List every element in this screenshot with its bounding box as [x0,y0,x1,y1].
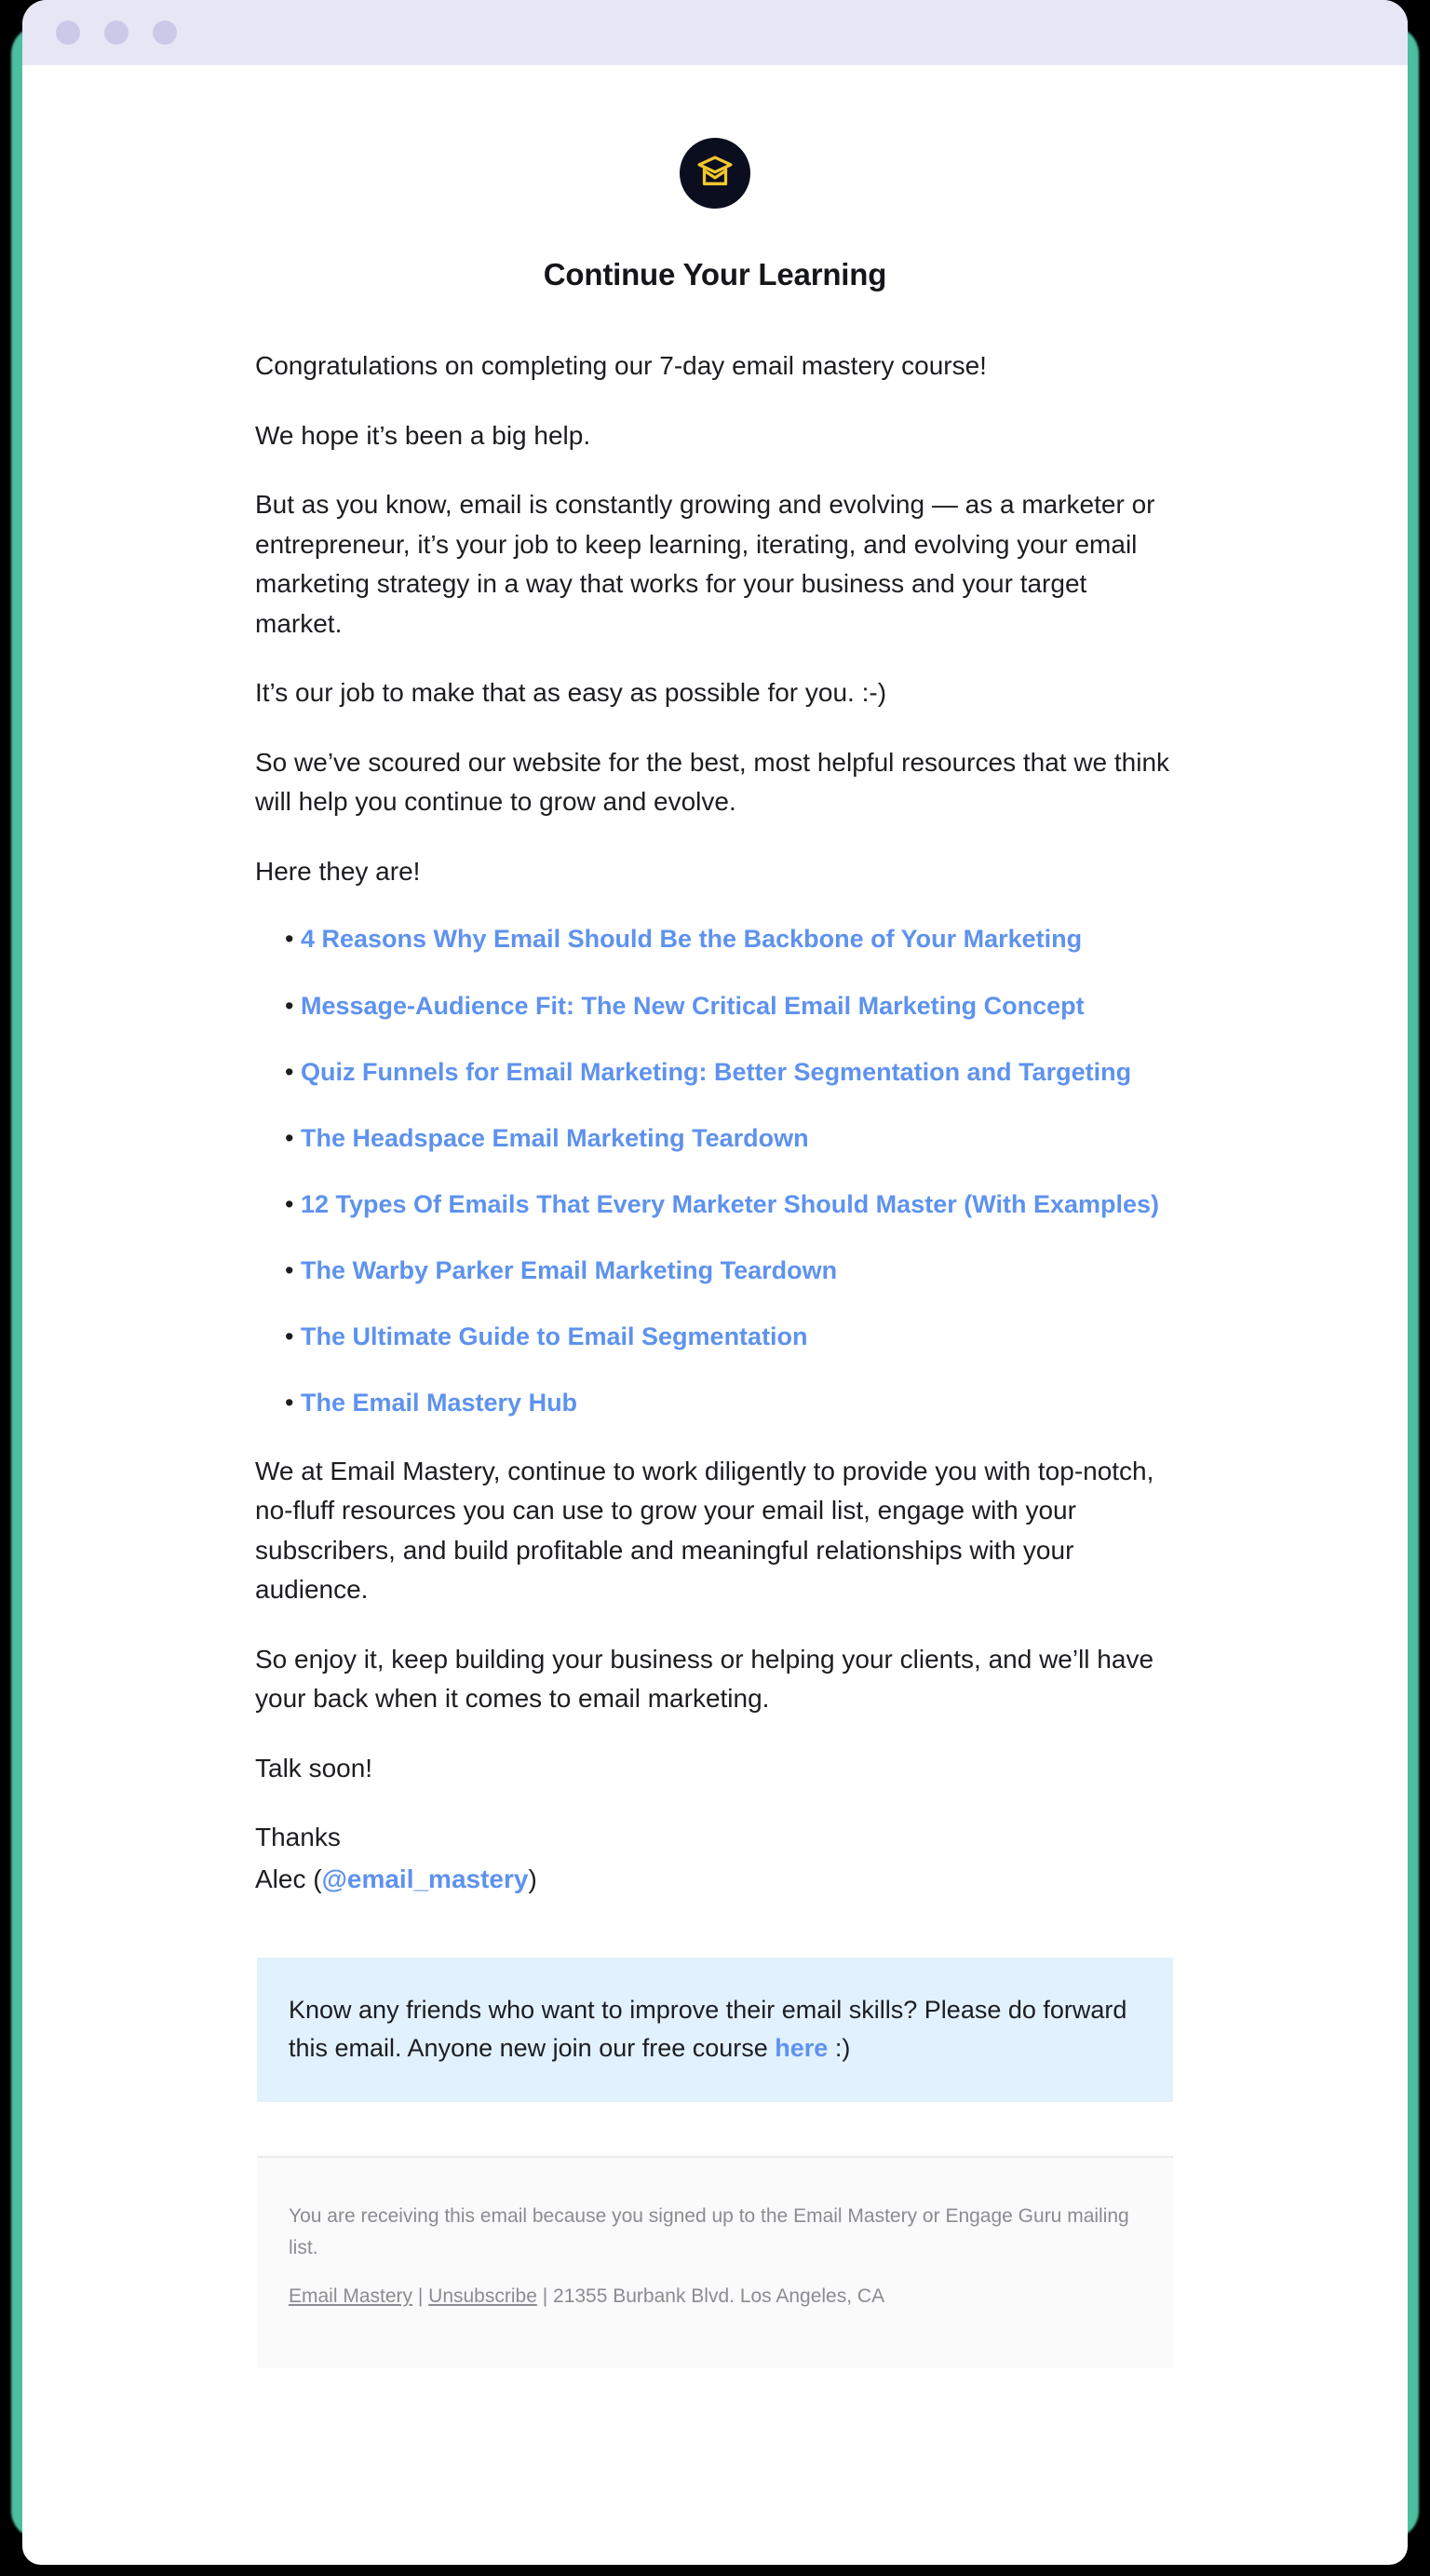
footer-separator-1: | [412,2285,429,2308]
resource-link-list [255,921,1175,1421]
list-item[interactable] [285,1186,1175,1223]
signature-name-prefix: Alec ( [255,1864,322,1893]
callout-text [289,1991,1141,2069]
email-footer [257,2156,1173,2368]
footer-legal-line [289,2281,1141,2312]
email-copy [250,346,1180,1900]
paragraph-evolving: But as you know, email is constantly growing and evolving — as a marketer or entrepreneur, it’s your job to keep learning, iterating, and evolving your email marketing strategy in a way that works for your business and your target market. [255,490,1155,638]
paragraph-congrats: Congratulations on completing our 7-day email mastery course! [255,351,987,380]
brand-logo [680,138,750,209]
list-item[interactable] [285,1385,1175,1421]
list-item[interactable] [285,1253,1175,1289]
list-item[interactable] [285,1054,1175,1091]
list-item[interactable] [285,921,1175,957]
paragraph-enjoy: So enjoy it, keep building your business or helping your clients, and we’ll have your back when it comes to email marketing. [255,1644,1154,1714]
resource-link-2[interactable]: Message-Audience Fit: The New Critical Email Marketing Concept [300,991,1085,1020]
callout-here-link[interactable]: here [775,2034,829,2063]
list-item[interactable] [285,988,1175,1024]
list-item[interactable] [285,1120,1175,1157]
signature-thanks: Thanks [255,1823,341,1852]
resource-link-4[interactable]: The Headspace Email Marketing Teardown [300,1123,809,1152]
window-dot-maximize[interactable] [153,20,177,45]
paragraph-mission: We at Email Mastery, continue to work diligently to provide you with top-notch, no-fluff resources you can use to grow your email list, engage with your subscribers, and build profitable and meaningful relationships with your audience. [255,1456,1154,1605]
signature-handle-link[interactable]: @email_mastery [321,1864,529,1893]
resource-link-1[interactable]: 4 Reasons Why Email Should Be the Backbone of Your Marketing [300,925,1083,954]
window-dot-close[interactable] [56,20,80,45]
window-dot-minimize[interactable] [104,20,128,45]
footer-unsubscribe-link[interactable]: Unsubscribe [428,2285,537,2308]
footer-brand-link[interactable]: Email Mastery [289,2285,413,2308]
resource-link-6[interactable]: The Warby Parker Email Marketing Teardown [300,1256,838,1285]
paragraph-our-job: It’s our job to make that as easy as possible for you. :-) [255,678,887,708]
graduation-cap-envelope-icon [694,150,736,197]
paragraph-talk-soon: Talk soon! [255,1753,373,1783]
resource-link-5[interactable]: 12 Types Of Emails That Every Marketer Should Master (With Examples) [300,1190,1160,1219]
logo-container [250,138,1180,209]
callout-text-before: Know any friends who want to improve their email skills? Please do forward this email. Anyone new join our free course [289,1995,1127,2063]
list-item[interactable] [285,1319,1175,1355]
paragraph-here-they-are: Here they are! [255,856,421,886]
callout-text-after: :) [828,2034,851,2063]
footer-address: 21355 Burbank Blvd. Los Angeles, CA [553,2285,885,2308]
signature-name-suffix: ) [528,1864,537,1893]
footer-disclaimer: You are receiving this email because you signed up to the Email Mastery or Engage Guru mailing list. [289,2205,1129,2259]
email-body [22,65,1408,2368]
resource-link-7[interactable]: The Ultimate Guide to Email Segmentation [300,1322,808,1351]
resource-link-3[interactable]: Quiz Funnels for Email Marketing: Better Segmentation and Targeting [300,1057,1132,1086]
email-title: Continue Your Learning [543,257,887,291]
forward-callout [257,1958,1173,2103]
resource-link-8[interactable]: The Email Mastery Hub [300,1389,578,1417]
signature-name [255,1860,1175,1900]
footer-separator-2: | [536,2285,554,2308]
paragraph-scoured: So we’ve scoured our website for the best, most helpful resources that we think will help you continue to grow and evolve. [255,747,1170,817]
paragraph-hope: We hope it’s been a big help. [255,420,591,450]
browser-window [22,0,1408,2565]
browser-chrome-bar [22,0,1408,65]
